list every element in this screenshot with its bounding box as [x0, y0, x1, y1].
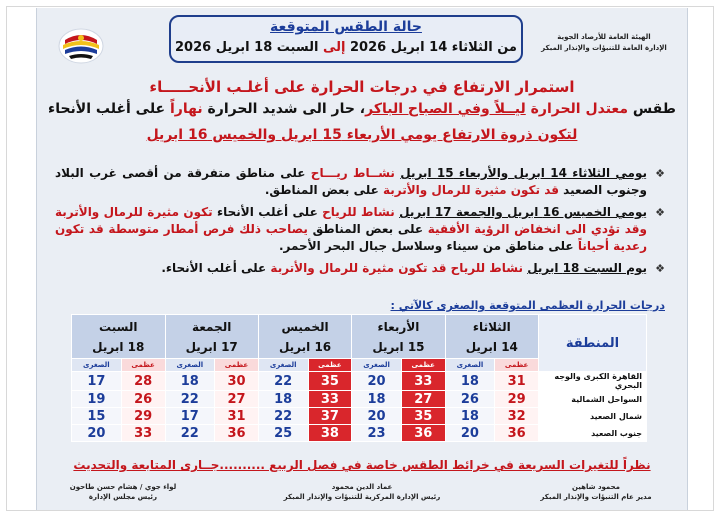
min-temp-cell: 23 — [352, 425, 402, 442]
day-name: الجمعة — [192, 319, 232, 334]
max-temp-cell: 32 — [495, 408, 539, 425]
signature-1-name: محمود شاهين — [571, 483, 620, 491]
diamond-bullet-icon: ❖ — [655, 262, 665, 275]
min-temp-cell: 20 — [72, 425, 122, 442]
min-temp-cell: 15 — [72, 408, 122, 425]
max-temp-cell: 36 — [495, 425, 539, 442]
signature-3-title: رئيس مجلس الإدارة — [88, 493, 158, 501]
min-temp-cell: 25 — [258, 425, 308, 442]
summary-part-4: ، حار الى شديد الحرارة — [207, 101, 366, 117]
summary-part-6: على أغلب الأنحاء — [48, 101, 166, 117]
bullet-list — [55, 165, 665, 282]
min-temp-cell: 20 — [445, 425, 495, 442]
bullet-2-area-2: على بعض المناطق — [307, 222, 428, 236]
page-title: حالة الطقس المتوقعة — [270, 19, 422, 35]
day-header — [445, 315, 538, 359]
signature-2-name: عماد الدين محمود — [331, 483, 393, 491]
max-temp-cell: 28 — [121, 372, 165, 391]
temperature-table — [71, 314, 647, 442]
max-temp-cell: 36 — [215, 425, 259, 442]
headline: استمرار الارتفاع في درجات الحرارة على أغلـب الأنحـــــاء — [149, 78, 575, 96]
title-box — [169, 15, 523, 63]
min-temp-cell: 22 — [165, 391, 215, 408]
forecast-document — [36, 8, 688, 510]
bullet-1-days: يومي الثلاثاء 14 ابريل والأربعاء 15 ابريل — [400, 166, 648, 180]
bullet-2-event: نشاط للرياح — [317, 205, 400, 219]
bullet-1-event: نشــاط ريـــاح — [305, 166, 401, 180]
max-temp-cell: 38 — [308, 425, 352, 442]
day-date: 14 ابريل — [465, 339, 518, 354]
bullet-3-event: نشاط للرياح قد تكون مثيرة للرمال والأتربة — [270, 261, 528, 275]
min-temp-cell: 26 — [445, 391, 495, 408]
max-temp-cell: 31 — [495, 372, 539, 391]
table-row — [72, 372, 647, 391]
min-temp-cell: 18 — [445, 408, 495, 425]
signature-2 — [262, 482, 462, 502]
max-temp-cell: 35 — [401, 408, 445, 425]
bullet-1-area: على مناطق متفرقة من أقصى غرب البلاد وجنوب الصعيد — [55, 166, 647, 197]
min-label: الصغرى — [165, 359, 215, 372]
bullet-2-area: على أغلب الأنحاء — [212, 205, 318, 219]
region-name: شمال الصعيد — [539, 408, 647, 425]
bullet-item — [55, 204, 665, 255]
day-header — [72, 315, 166, 359]
day-header — [165, 315, 258, 359]
table-row — [72, 425, 647, 442]
min-temp-cell: 17 — [165, 408, 215, 425]
max-label: عظمى — [401, 359, 445, 372]
day-name: السبت — [99, 319, 138, 334]
min-label: الصغرى — [72, 359, 122, 372]
forecast-period — [171, 40, 521, 55]
summary-part-2: معتدل الحرارة — [530, 101, 628, 117]
agency-line-1: الهيئة العامة للأرصاد الجوية — [557, 33, 651, 41]
bullet-3-tail: على أغلب الأنحاء. — [161, 261, 271, 275]
table-header-row — [72, 315, 647, 359]
min-temp-cell: 17 — [72, 372, 122, 391]
max-temp-cell: 33 — [121, 425, 165, 442]
day-date: 15 ابريل — [372, 339, 425, 354]
agency-name — [529, 32, 679, 54]
table-row — [72, 408, 647, 425]
max-temp-cell: 30 — [215, 372, 259, 391]
min-temp-cell: 18 — [352, 391, 402, 408]
signature-2-title: رئيس الإدارة المركزية للتنبؤات والإنذار المبكر — [283, 493, 441, 501]
min-temp-cell: 18 — [445, 372, 495, 391]
period-to-word: إلى — [322, 40, 346, 55]
max-label: عظمى — [121, 359, 165, 372]
min-label: الصغرى — [352, 359, 402, 372]
bullet-1-effect: قد تكون مثيرة للرمال والأتربة — [382, 183, 559, 197]
max-temp-cell: 27 — [401, 391, 445, 408]
signature-1 — [511, 482, 681, 502]
min-temp-cell: 18 — [165, 372, 215, 391]
region-name: القاهرة الكبرى والوجه البحري — [539, 372, 647, 391]
table-row — [72, 391, 647, 408]
max-temp-cell: 27 — [215, 391, 259, 408]
max-label: عظمى — [308, 359, 352, 372]
summary-part-1: طقس — [632, 101, 676, 117]
signature-3-name: لواء جوي / هشام حسن طاحون — [69, 483, 177, 491]
bullet-item — [55, 260, 665, 277]
day-name: الثلاثاء — [472, 319, 511, 334]
day-name: الخميس — [281, 319, 329, 334]
min-temp-cell: 22 — [258, 408, 308, 425]
max-temp-cell: 33 — [308, 391, 352, 408]
region-name: السواحل الشمالية — [539, 391, 647, 408]
bullet-3-days: يوم السبت 18 ابريل — [527, 261, 647, 275]
max-temp-cell: 26 — [121, 391, 165, 408]
signature-1-title: مدير عام التنبؤات والإنذار المبكر — [540, 493, 652, 501]
bullet-2-rain: يصاحب ذلك فرص أمطار متوسطة قد تكون رعدية أحياناً — [55, 222, 647, 253]
signature-3 — [43, 482, 203, 502]
max-temp-cell: 35 — [308, 372, 352, 391]
day-date: 18 ابريل — [92, 339, 145, 354]
peak-line: لتكون ذروة الارتفاع يومي الأربعاء 15 ابريل والخميس 16 ابريل — [146, 127, 578, 143]
bullet-2-tail: على مناطق من سيناء وسلاسل جبال البحر الأحمر. — [278, 239, 578, 253]
period-to: السبت 18 ابريل 2026 — [175, 40, 319, 55]
min-temp-cell: 18 — [258, 391, 308, 408]
max-label: عظمى — [495, 359, 539, 372]
min-label: الصغرى — [445, 359, 495, 372]
bullet-item — [55, 165, 665, 199]
diamond-bullet-icon: ❖ — [655, 206, 665, 219]
footnote: نظراً للتغيرات السريعة في خرائط الطقس خاصة في فصل الربيع ..........جــارى المتابعة والتحديث — [73, 458, 651, 472]
region-name: جنوب الصعيد — [539, 425, 647, 442]
table-caption: درجات الحرارة العظمى المتوقعة والصغرى كالآتي : — [390, 299, 665, 312]
min-temp-cell: 22 — [165, 425, 215, 442]
min-label: الصغرى — [258, 359, 308, 372]
summary-part-5: نهاراً — [170, 101, 203, 117]
day-date: 16 ابريل — [278, 339, 332, 354]
summary-line — [37, 101, 687, 117]
min-temp-cell: 22 — [258, 372, 308, 391]
min-temp-cell: 19 — [72, 391, 122, 408]
max-label: عظمى — [215, 359, 259, 372]
day-date: 17 ابريل — [185, 339, 238, 354]
day-header — [352, 315, 445, 359]
max-temp-cell: 29 — [495, 391, 539, 408]
day-header — [258, 315, 351, 359]
diamond-bullet-icon: ❖ — [655, 167, 665, 180]
period-from: من الثلاثاء 14 ابريل 2026 — [350, 40, 517, 55]
min-temp-cell: 20 — [352, 408, 402, 425]
bullet-2-days: يومي الخميس 16 ابريل والجمعة 17 ابريل — [399, 205, 648, 219]
bullet-2-effect: تكون مثيرة للرمال والأتربة وقد تؤدي الى انخفاض الرؤية الأفقية — [55, 205, 647, 236]
max-temp-cell: 36 — [401, 425, 445, 442]
bullet-1-tail: على بعض المناطق. — [264, 183, 383, 197]
max-temp-cell: 33 — [401, 372, 445, 391]
min-temp-cell: 20 — [352, 372, 402, 391]
agency-line-2: الإدارة العامة للتنبؤات والإنذار المبكر — [541, 44, 667, 52]
max-temp-cell: 37 — [308, 408, 352, 425]
summary-part-3: ليــلاً وفي الصباح الباكر — [365, 101, 526, 117]
max-temp-cell: 29 — [121, 408, 165, 425]
meteorology-logo-icon — [57, 26, 105, 66]
max-temp-cell: 31 — [215, 408, 259, 425]
region-column-header: المنطقة — [539, 315, 647, 372]
day-name: الأربعاء — [377, 319, 420, 334]
